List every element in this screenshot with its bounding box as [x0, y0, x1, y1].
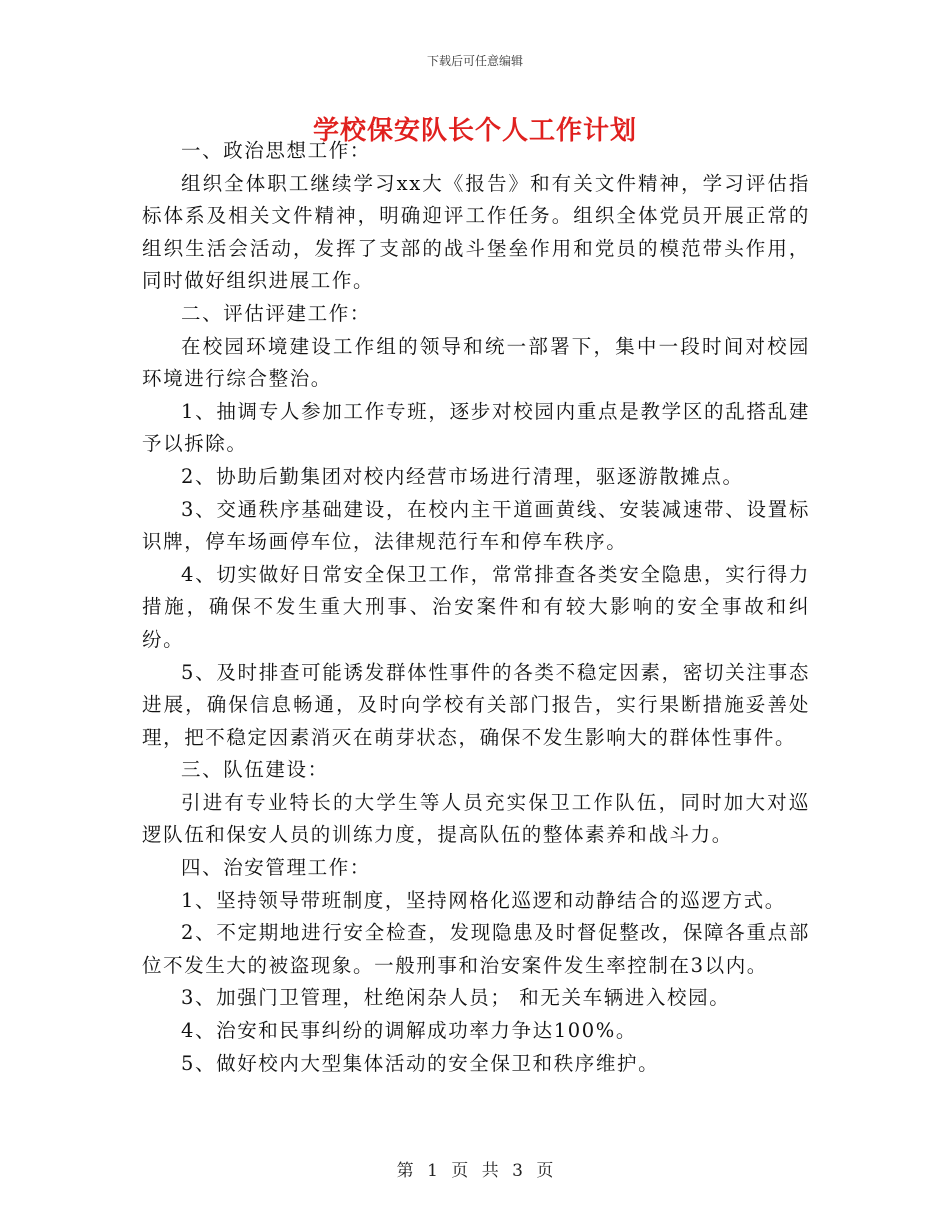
- document-body: [142, 135, 810, 1080]
- list-item: 1、坚持领导带班制度，坚持网格化巡逻和动静结合的巡逻方式。: [181, 888, 786, 912]
- page-number: 第 1 页 共 3 页: [396, 1161, 554, 1181]
- list-item: 5、做好校内大型集体活动的安全保卫和秩序维护。: [181, 1051, 660, 1075]
- paragraph: 在校园环境建设工作组的领导和统一部署下，集中一段时间对校园环境进行综合整治。: [142, 334, 810, 391]
- section-heading-security: 四、治安管理工作：: [181, 856, 371, 880]
- section-heading-politics: 一、政治思想工作：: [181, 139, 371, 162]
- list-item: 2、不定期地进行安全检查，发现隐患及时督促整改，保障各重点部位不发生大的被盗现象。一般刑事和治安案件发生率控制在3以内。: [142, 921, 810, 977]
- list-item: 2、协助后勤集团对校内经营市场进行清理，驱逐游散摊点。: [181, 464, 744, 488]
- page-header: 下载后可任意编辑: [426, 54, 523, 68]
- paragraph: 组织全体职工继续学习xx大《报告》和有关文件精神，学习评估指标体系及相关文件精神，明确迎评工作任务。组织全体党员开展正常的组织生活会活动，发挥了支部的战斗堡垒作用和党员的模范带头作用，同时做好组织进展工作。: [142, 171, 810, 293]
- section-heading-team: 三、队伍建设：: [181, 758, 329, 782]
- paragraph: 引进有专业特长的大学生等人员充实保卫工作队伍，同时加大对巡逻队伍和保安人员的训练力度，提高队伍的整体素养和战斗力。: [142, 790, 810, 847]
- section-heading-evaluation: 二、评估评建工作：: [181, 301, 371, 325]
- list-item: 4、切实做好日常安全保卫工作，常常排查各类安全隐患，实行得力措施，确保不发生重大刑事、治安案件和有较大影响的安全事故和纠纷。: [142, 562, 810, 651]
- list-item: 5、及时排查可能诱发群体性事件的各类不稳定因素，密切关注事态进展，确保信息畅通，及时向学校有关部门报告，实行果断措施妥善处理，把不稳定因素消灭在萌芽状态，确保不发生影响大的群体性事件。: [142, 660, 810, 749]
- list-item: 1、抽调专人参加工作专班，逐步对校园内重点是教学区的乱搭乱建予以拆除。: [142, 399, 810, 456]
- list-item: 3、交通秩序基础建设，在校内主干道画黄线、安装减速带、设置标识牌，停车场画停车位，法律规范行车和停车秩序。: [142, 497, 810, 554]
- list-item: 3、加强门卫管理，杜绝闲杂人员； 和无关车辆进入校园。: [181, 986, 731, 1010]
- document-title: 学校保安队长个人工作计划: [312, 116, 637, 146]
- list-item: 4、治安和民事纠纷的调解成功率力争达100%。: [181, 1019, 637, 1043]
